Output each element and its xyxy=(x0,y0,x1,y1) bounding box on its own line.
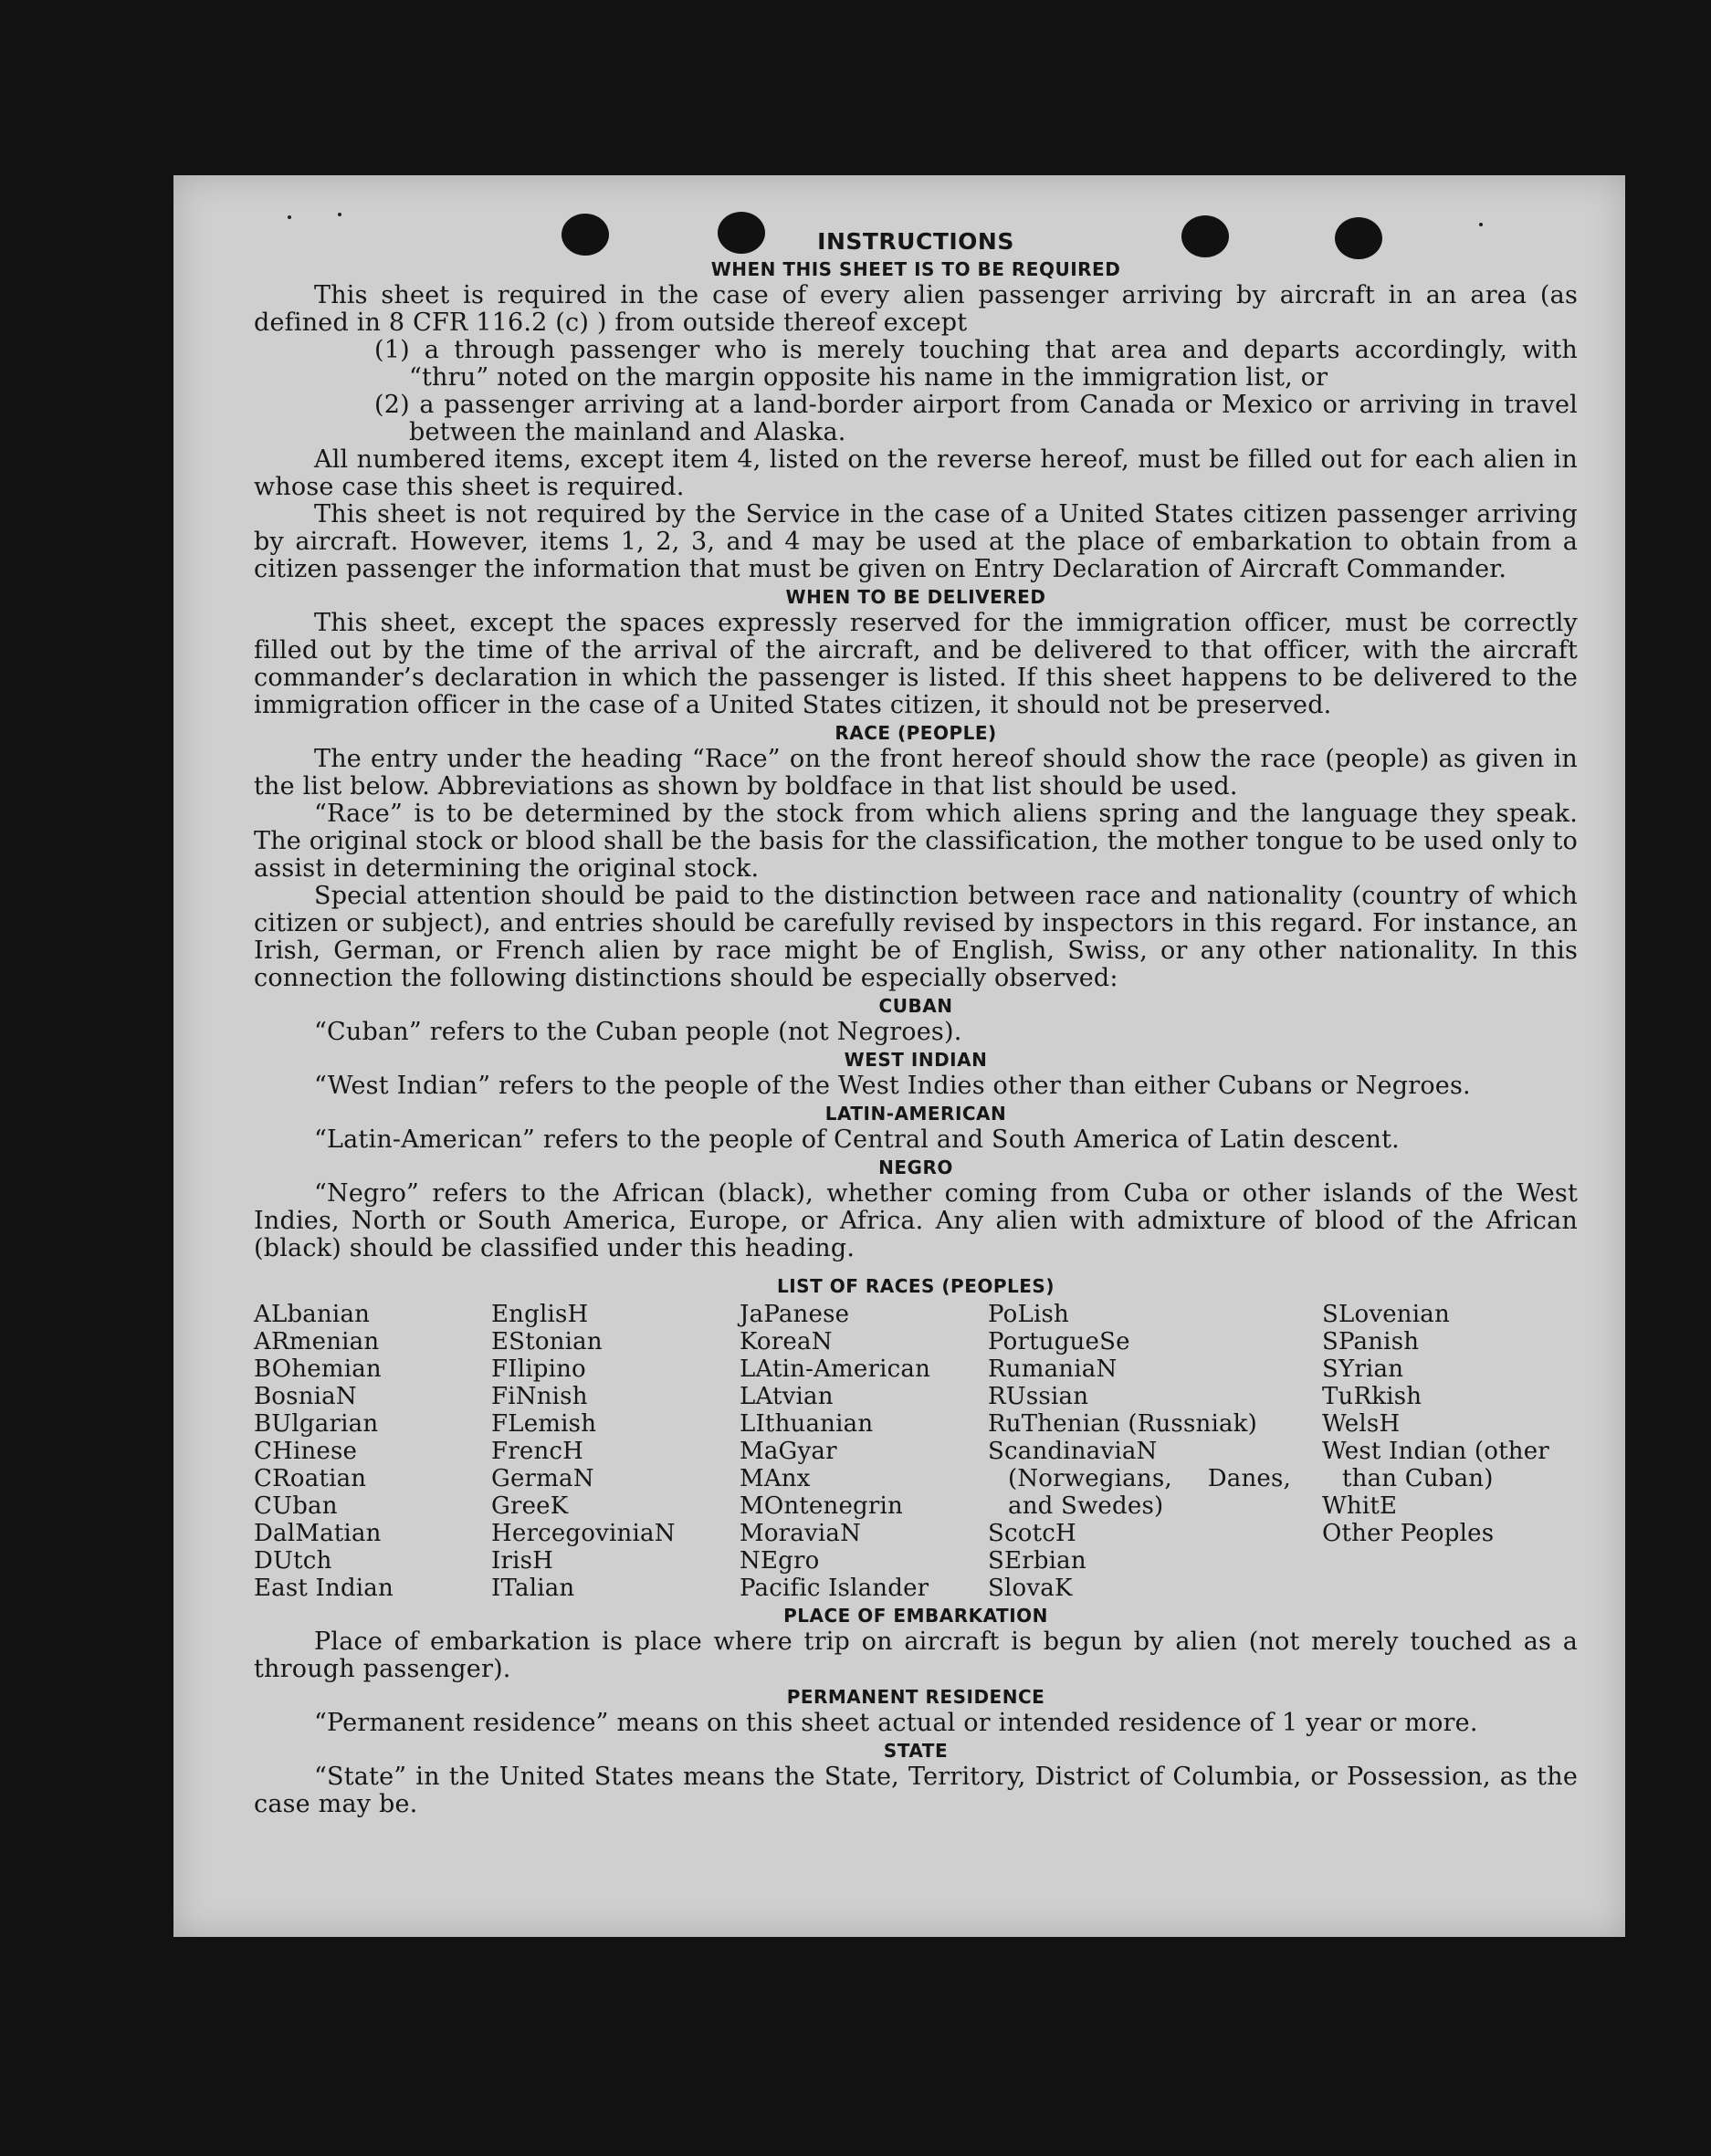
state-text: “State” in the United States means the State, Territory, District of Columbia, or Possession, as the case may be. xyxy=(254,1763,1578,1818)
race-item: FLemish xyxy=(491,1410,597,1438)
page-title: INSTRUCTIONS xyxy=(817,228,1014,255)
race-item: LAtin-American xyxy=(740,1355,931,1383)
race-item: BOhemian xyxy=(254,1355,382,1383)
when-delivered-text: This sheet, except the spaces expressly reserved for the immigration officer, must be correctly filled out by the time of the arrival of the aircraft, and be delivered to that officer, with the aircraft commander’s declaration in which the passenger is listed. If this sheet happens to be delivered to the immigration officer in the case of a United States citizen, it should not be preserved. xyxy=(254,609,1578,719)
exception-item-1: (1) a through passenger who is merely touching that area and departs accordingly, with “thru” noted on the margin opposite his name in the immigration list, or xyxy=(374,336,1578,392)
race-item: DalMatian xyxy=(254,1520,382,1547)
heading-state: STATE xyxy=(883,1740,949,1762)
heading-negro: NEGRO xyxy=(878,1156,953,1178)
race-item: ScandinaviaN (Norwegians, Danes, and Swedes) xyxy=(988,1438,1291,1520)
race-item: HercegoviniaN xyxy=(491,1520,676,1547)
races-column-2 xyxy=(491,1301,740,1602)
race-item: Other Peoples xyxy=(1322,1520,1495,1547)
race-item: Pacific Islander xyxy=(740,1575,929,1602)
exception-item-2: (2) a passenger arriving at a land-border airport from Canada or Mexico or arriving in travel between the mainland and Alaska. xyxy=(374,391,1578,446)
race-paragraph-3: Special attention should be paid to the distinction between race and nationality (country of which citizen or subject), and entries should be carefully revised by inspectors in this regard. For instance, an Irish, German, or French alien by race might be of English, Swiss, or any other nationality. In this connection the following distinctions should be especially observed: xyxy=(254,882,1578,992)
heading-when-delivered: WHEN TO BE DELIVERED xyxy=(785,586,1046,608)
race-item: NEgro xyxy=(740,1547,820,1575)
citizen-paragraph: This sheet is not required by the Service in the case of a United States citizen passenger arriving by aircraft. However, items 1, 2, 3, and 4 may be used at the place of embarkation to obtain from a citizen passenger the information that must be given on Entry Declaration of Aircraft Commander. xyxy=(254,500,1578,583)
race-item: CRoatian xyxy=(254,1465,367,1492)
race-item: BUlgarian xyxy=(254,1410,379,1438)
race-paragraph-2: “Race” is to be determined by the stock from which aliens spring and the language they speak. The original stock or blood shall be the basis for the classification, the mother tongue to be used only to assist in determining the original stock. xyxy=(254,800,1578,883)
races-column-4 xyxy=(988,1301,1322,1602)
race-item: EStonian xyxy=(491,1328,603,1355)
race-item: IrisH xyxy=(491,1547,554,1575)
race-item: KoreaN xyxy=(740,1328,833,1355)
heading-race: RACE (PEOPLE) xyxy=(835,722,997,744)
race-item: LIthuanian xyxy=(740,1410,874,1438)
race-item: ITalian xyxy=(491,1575,575,1602)
race-item: EnglisH xyxy=(491,1301,589,1328)
race-item: SlovaK xyxy=(988,1575,1073,1602)
negro-text: “Negro” refers to the African (black), whether coming from Cuba or other islands of the West Indies, North or South America, Europe, or Africa. Any alien with admixture of blood of the African (black) should be classified under this heading. xyxy=(254,1179,1578,1262)
race-item: SPanish xyxy=(1322,1328,1420,1355)
race-item: JaPanese xyxy=(740,1301,850,1328)
race-item: ScotcH xyxy=(988,1520,1076,1547)
heading-embarkation: PLACE OF EMBARKATION xyxy=(783,1605,1048,1627)
races-column-3 xyxy=(740,1301,988,1602)
race-item: MoraviaN xyxy=(740,1520,862,1547)
heading-west-indian: WEST INDIAN xyxy=(844,1049,988,1071)
race-item: East Indian xyxy=(254,1575,394,1602)
heading-latin-american: LATIN-AMERICAN xyxy=(824,1103,1007,1125)
race-item: MAnx xyxy=(740,1465,811,1492)
race-item: CUban xyxy=(254,1492,338,1520)
heading-permanent-residence: PERMANENT RESIDENCE xyxy=(786,1686,1045,1708)
latin-american-text: “Latin-American” refers to the people of Central and South America of Latin descent. xyxy=(314,1125,1400,1154)
race-item: LAtvian xyxy=(740,1383,834,1410)
cuban-text: “Cuban” refers to the Cuban people (not Negroes). xyxy=(314,1018,962,1046)
race-item: GreeK xyxy=(491,1492,569,1520)
race-item: CHinese xyxy=(254,1438,358,1465)
numbered-items-paragraph: All numbered items, except item 4, listed on the reverse hereof, must be filled out for each alien in whose case this sheet is required. xyxy=(254,445,1578,501)
race-item: WhitE xyxy=(1322,1492,1398,1520)
race-item: GermaN xyxy=(491,1465,594,1492)
speck xyxy=(338,213,341,216)
race-item: FiNnish xyxy=(491,1383,588,1410)
race-item: FrencH xyxy=(491,1438,584,1465)
race-item: DUtch xyxy=(254,1547,332,1575)
race-item: PortugueSe xyxy=(988,1328,1130,1355)
race-item: MaGyar xyxy=(740,1438,837,1465)
speck xyxy=(1479,223,1483,226)
race-item: BosniaN xyxy=(254,1383,357,1410)
race-item: FIlipino xyxy=(491,1355,586,1383)
document-sheet xyxy=(173,175,1625,1937)
race-item: RuThenian (Russniak) xyxy=(988,1410,1257,1438)
races-table xyxy=(254,1301,1578,1602)
permanent-residence-text: “Permanent residence” means on this sheet actual or intended residence of 1 year or more. xyxy=(314,1709,1478,1737)
embarkation-text: Place of embarkation is place where trip on aircraft is begun by alien (not merely touched as a through passenger). xyxy=(254,1627,1578,1683)
race-item: PoLish xyxy=(988,1301,1069,1328)
race-item: SErbian xyxy=(988,1547,1086,1575)
west-indian-text: “West Indian” refers to the people of the West Indies other than either Cubans or Negroes. xyxy=(314,1072,1471,1100)
heading-list-of-races: LIST OF RACES (PEOPLES) xyxy=(777,1275,1055,1297)
heading-cuban: CUBAN xyxy=(878,995,953,1017)
race-item: WelsH xyxy=(1322,1410,1401,1438)
race-paragraph-1: The entry under the heading “Race” on the front hereof should show the race (people) as given in the list below. Abbreviations as shown by boldface in that list should be used. xyxy=(254,745,1578,801)
race-item: SYrian xyxy=(1322,1355,1404,1383)
race-item: RUssian xyxy=(988,1383,1089,1410)
when-required-intro: This sheet is required in the case of every alien passenger arriving by aircraft in an area (as defined in 8 CFR 116.2 (c) ) from outside thereof except xyxy=(254,281,1578,337)
races-column-5 xyxy=(1322,1301,1578,1602)
race-item: SLovenian xyxy=(1322,1301,1450,1328)
races-column-1 xyxy=(254,1301,491,1602)
heading-when-required: WHEN THIS SHEET IS TO BE REQUIRED xyxy=(710,258,1121,280)
race-item: RumaniaN xyxy=(988,1355,1118,1383)
race-item: ALbanian xyxy=(254,1301,371,1328)
race-item: ARmenian xyxy=(254,1328,380,1355)
instructions-content xyxy=(254,228,1578,1818)
race-item: West Indian (other than Cuban) xyxy=(1322,1438,1549,1492)
speck xyxy=(288,215,291,219)
race-item: TuRkish xyxy=(1322,1383,1422,1410)
race-item: MOntenegrin xyxy=(740,1492,903,1520)
